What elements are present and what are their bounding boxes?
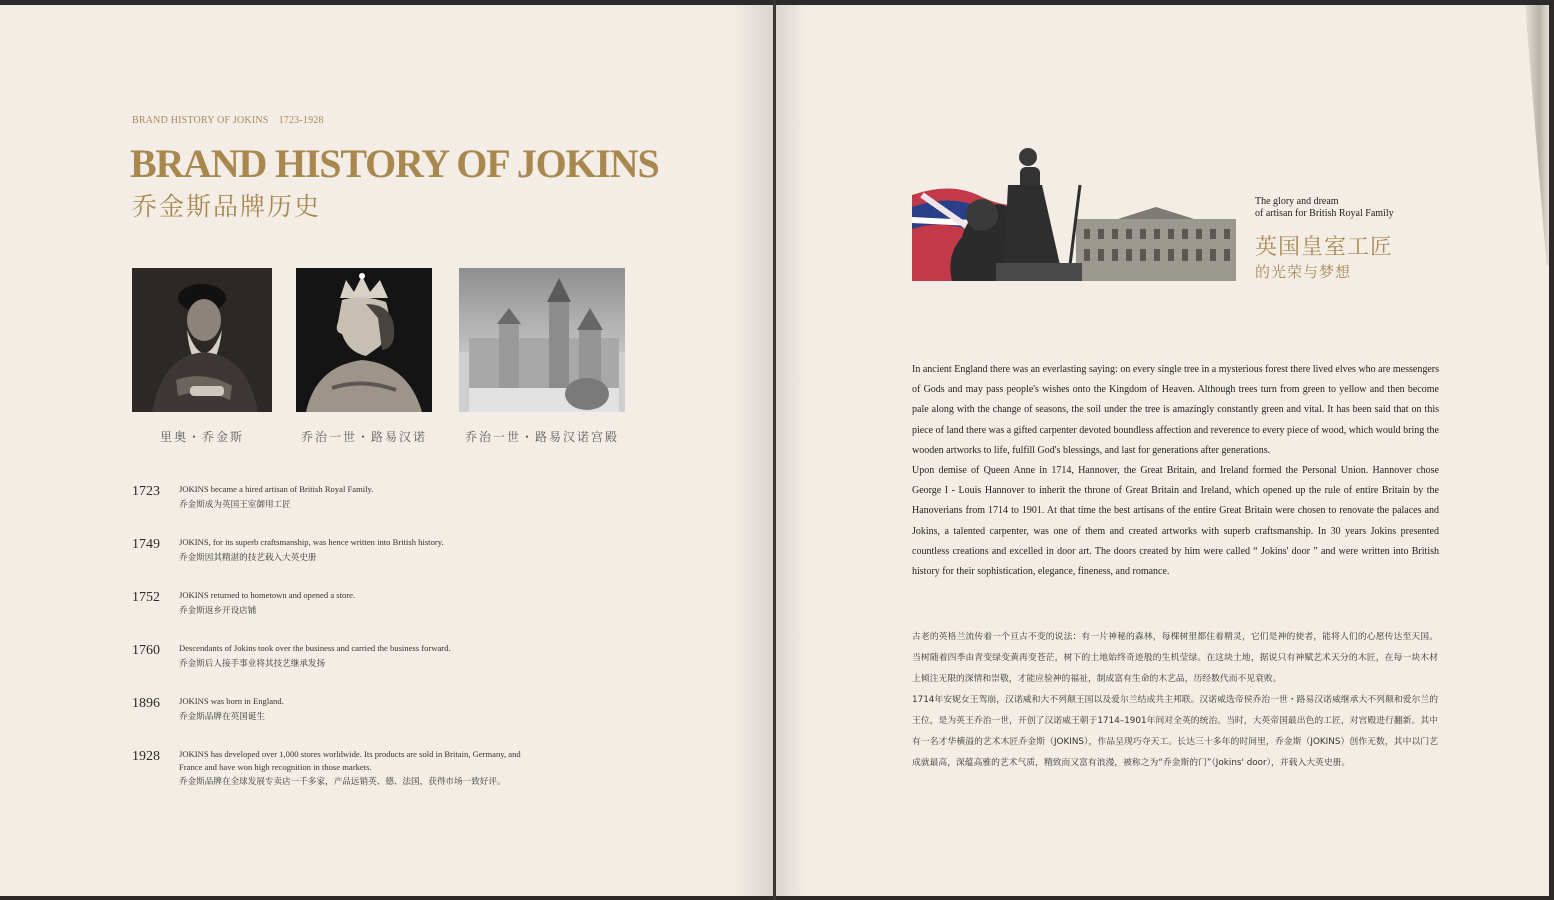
kicker-label: BRAND HISTORY OF JOKINS xyxy=(132,115,269,126)
timeline-text-en: JOKINS has developed over 1,000 stores worldwide. Its products are sold in Britain, Germany, and France and have won high recognition in those markets. xyxy=(179,749,521,772)
timeline-year: 1749 xyxy=(132,537,160,552)
hero-caption-line: of artisan for British Royal Family xyxy=(1255,208,1394,219)
portrait-elder-image xyxy=(132,268,272,412)
page-title-cn: 乔金斯品牌历史 xyxy=(132,192,322,221)
timeline-year: 1896 xyxy=(132,696,160,711)
paragraph: In ancient England there was an everlasting saying: on every single tree in a mysterious forest there lived elves who are messengers of Gods and may pass people's wishes onto the Kingdom of Heaven. Although trees turn from green to yellow and then become pale along with the change of seasons, the soil under the tree is amazingly constantly green and vital. It has been said that on this piece of land there was a gifted carpenter devoted boundless affection and reverence to every piece of wood, which would bring the wooden artworks to life, fulfill God's blessings, and last for generations after generations. xyxy=(912,364,1439,456)
left-page xyxy=(0,5,773,896)
hero-heading-cn: 英国皇室工匠 xyxy=(1255,235,1394,260)
castle-image xyxy=(459,268,625,412)
paragraph: Upon demise of Queen Anne in 1714, Hannover, the Great Britain, and Ireland formed the Personal Union. Hannover chose George I - Louis Hannover to inherit the throne of Great Britain and Ireland, which opened up the rule of entire Britain by the Hanoverians from 1714 to 1901. At that time the best artisans of the entire Great Britain were chosen to renovate the palaces and Jokins, a talented carpenter, was one of them and created artworks with superb craftsmanship. In 30 years Jokins presented countless creations and excelled in door art. The doors created by him were called “ Jokins' door ” and were written into British history for their sophistication, elegance, fineness, and romance. xyxy=(912,465,1439,578)
hero-subheading-cn: 的光荣与梦想 xyxy=(1255,263,1352,281)
body-text-en xyxy=(912,360,1439,582)
timeline-year: 1752 xyxy=(132,590,160,605)
timeline-year: 1760 xyxy=(132,643,160,658)
photo-caption: 乔治一世・路易汉诺宫殿 xyxy=(464,430,619,444)
hero-caption-en xyxy=(1255,196,1394,220)
timeline-text-en: JOKINS, for its superb craftsmanship, was hence written into British history. xyxy=(179,537,444,547)
timeline-text-en: JOKINS was born in England. xyxy=(179,696,284,706)
timeline-text-cn: 乔金斯品牌在英国诞生 xyxy=(179,711,265,722)
timeline-text-en: JOKINS became a hired artisan of British Royal Family. xyxy=(179,484,374,494)
paragraph: 1714年安妮女王驾崩，汉诺威和大不列颠王国以及爱尔兰结成共主邦联。汉诺威选帝侯乔治一世・路易汉诺威继承大不列颠和爱尔兰的王位，是为英王乔治一世，开创了汉诺威王朝于1714–1901年间对全英的统治。当时，大英帝国最出色的工匠，对宫殿进行翻新。其中有一名才华横溢的艺术木匠乔金斯（JOKINS），作品呈现巧夺天工。长达三十多年的时间里，乔金斯（JOKINS）创作无数，其中以门艺成就最高，深蕴高雅的艺术气质，精致而又富有浪漫，被称之为“乔金斯的门”（Jokins' door），并载入大英史册。 xyxy=(912,695,1438,768)
photo-caption: 里奥・乔金斯 xyxy=(159,430,244,444)
timeline-text-en: Descendants of Jokins took over the business and carried the business forward. xyxy=(179,643,451,653)
timeline-text-cn: 乔金斯返乡开设店铺 xyxy=(179,605,257,616)
timeline-year: 1723 xyxy=(132,484,160,499)
timeline-text-cn: 乔金斯因其精湛的技艺载入大英史册 xyxy=(179,552,317,563)
portrait-king-image xyxy=(296,268,432,412)
page-curl xyxy=(1525,5,1549,265)
timeline-text-cn: 乔金斯后人接手事业将其技艺继承发扬 xyxy=(179,658,326,669)
timeline-text-cn: 乔金斯成为英国王室御用工匠 xyxy=(179,499,291,510)
paragraph: 古老的英格兰流传着一个亘古不变的说法：有一片神秘的森林，每棵树里都住着精灵，它们是神的使者，能将人们的心愿传达至天国。当树随着四季由青变绿变黄再变苍茫，树下的土地始终奇迹般的生机莹绿。在这块土地，据说只有神赋艺术天分的木匠，在每一块木材上倾注无限的深情和崇敬，才能应验神的福祉，制成富有生命的木艺品，历经数代而不见衰败。 xyxy=(912,632,1438,684)
kicker-years: 1723-1928 xyxy=(278,115,324,126)
hero-caption-line: The glory and dream xyxy=(1255,196,1339,207)
timeline-text-en: JOKINS returned to hometown and opened a store. xyxy=(179,590,356,600)
timeline-year: 1928 xyxy=(132,749,160,764)
right-page xyxy=(776,5,1549,896)
section-kicker xyxy=(132,115,324,126)
page-title-en: BRAND HISTORY OF JOKINS xyxy=(130,141,659,186)
statue-palace-flag-image xyxy=(912,145,1236,281)
timeline-text-cn: 乔金斯品牌在全球发展专卖店一千多家，产品远销英、德、法国，获得市场一致好评。 xyxy=(179,777,506,787)
photo-caption: 乔治一世・路易汉诺 xyxy=(300,430,427,444)
body-text-cn xyxy=(912,627,1438,774)
